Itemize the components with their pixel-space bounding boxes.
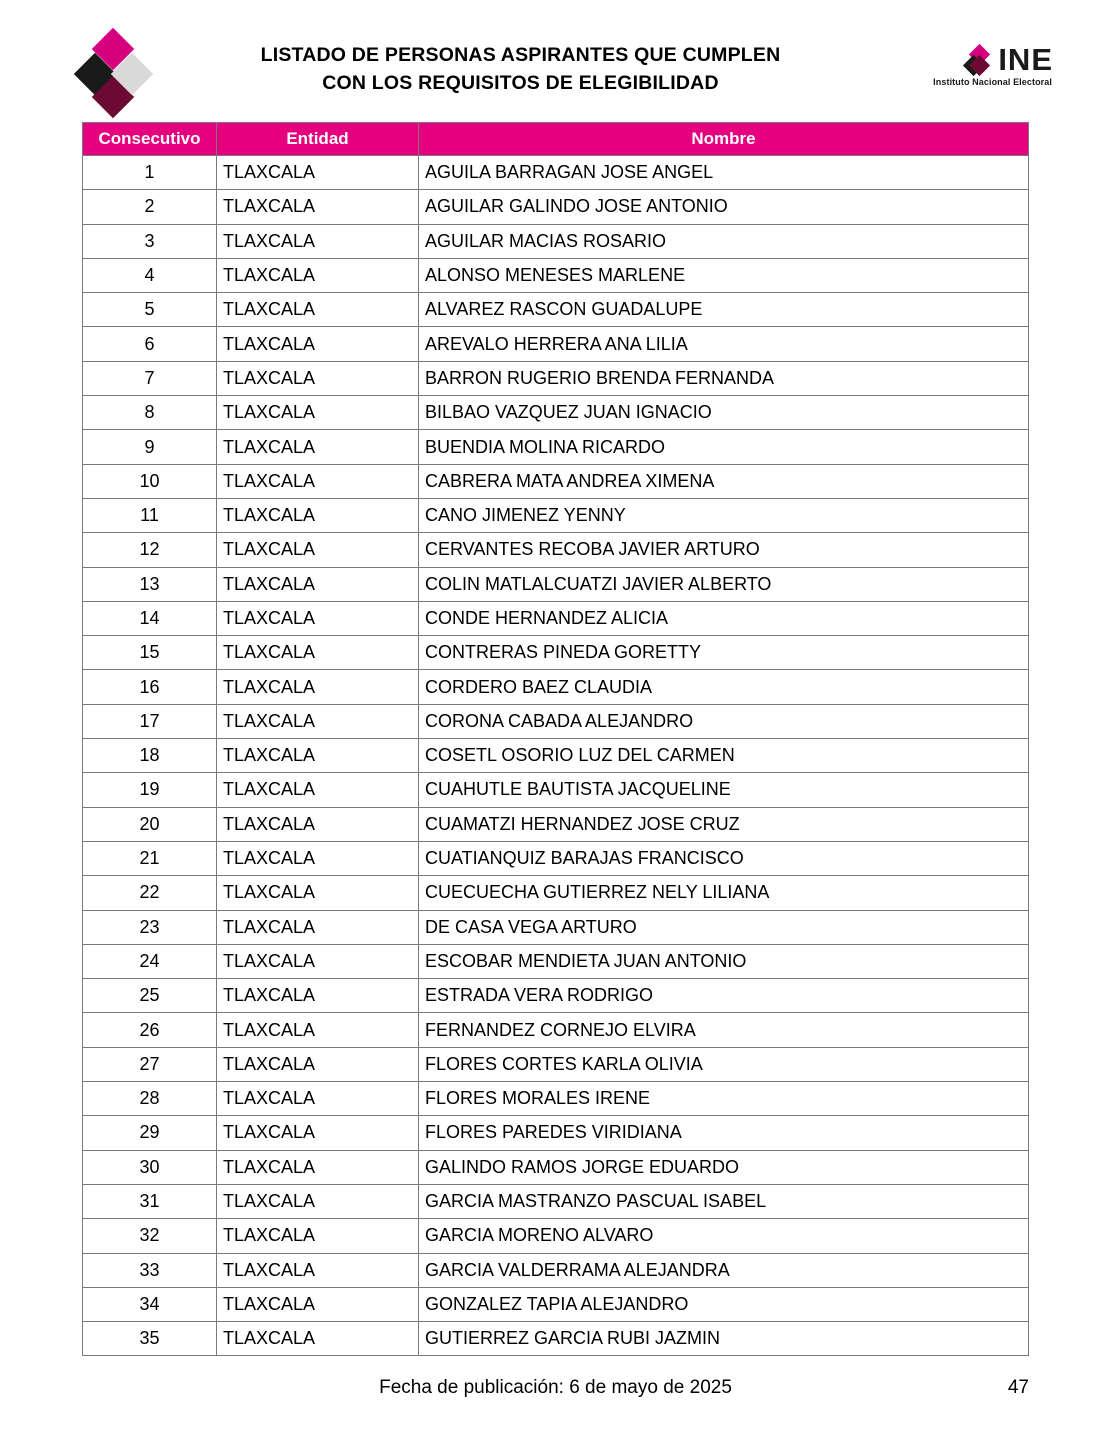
cell-entidad: TLAXCALA <box>217 396 419 430</box>
cell-consecutivo: 27 <box>83 1047 217 1081</box>
cell-consecutivo: 31 <box>83 1184 217 1218</box>
table-row <box>83 1150 1029 1184</box>
cell-consecutivo: 33 <box>83 1253 217 1287</box>
cell-consecutivo: 19 <box>83 773 217 807</box>
cell-nombre: BUENDIA MOLINA RICARDO <box>419 430 1029 464</box>
cell-entidad: TLAXCALA <box>217 773 419 807</box>
cell-consecutivo: 25 <box>83 979 217 1013</box>
cell-entidad: TLAXCALA <box>217 224 419 258</box>
cell-consecutivo: 5 <box>83 293 217 327</box>
cell-entidad: TLAXCALA <box>217 293 419 327</box>
cell-nombre: COLIN MATLALCUATZI JAVIER ALBERTO <box>419 567 1029 601</box>
table-row <box>83 396 1029 430</box>
cell-consecutivo: 26 <box>83 1013 217 1047</box>
cell-nombre: CANO JIMENEZ YENNY <box>419 498 1029 532</box>
table-row <box>83 533 1029 567</box>
cell-consecutivo: 6 <box>83 327 217 361</box>
table-row <box>83 327 1029 361</box>
cell-nombre: GONZALEZ TAPIA ALEJANDRO <box>419 1287 1029 1321</box>
table-row <box>83 361 1029 395</box>
institution-logo-icon <box>70 26 156 98</box>
cell-consecutivo: 2 <box>83 190 217 224</box>
cell-consecutivo: 15 <box>83 636 217 670</box>
cell-nombre: CUAHUTLE BAUTISTA JACQUELINE <box>419 773 1029 807</box>
table-row <box>83 430 1029 464</box>
cell-entidad: TLAXCALA <box>217 1013 419 1047</box>
table-row <box>83 156 1029 190</box>
table-row <box>83 498 1029 532</box>
cell-consecutivo: 24 <box>83 944 217 978</box>
table-body <box>83 156 1029 1356</box>
cell-consecutivo: 1 <box>83 156 217 190</box>
cell-entidad: TLAXCALA <box>217 1322 419 1356</box>
cell-consecutivo: 14 <box>83 601 217 635</box>
cell-nombre: COSETL OSORIO LUZ DEL CARMEN <box>419 739 1029 773</box>
cell-nombre: BARRON RUGERIO BRENDA FERNANDA <box>419 361 1029 395</box>
cell-entidad: TLAXCALA <box>217 327 419 361</box>
cell-nombre: ALONSO MENESES MARLENE <box>419 258 1029 292</box>
cell-nombre: CUATIANQUIZ BARAJAS FRANCISCO <box>419 841 1029 875</box>
cell-nombre: CORDERO BAEZ CLAUDIA <box>419 670 1029 704</box>
cell-consecutivo: 32 <box>83 1219 217 1253</box>
cell-entidad: TLAXCALA <box>217 910 419 944</box>
cell-entidad: TLAXCALA <box>217 704 419 738</box>
column-header-entidad: Entidad <box>217 123 419 156</box>
cell-nombre: GARCIA MASTRANZO PASCUAL ISABEL <box>419 1184 1029 1218</box>
cell-entidad: TLAXCALA <box>217 533 419 567</box>
cell-consecutivo: 11 <box>83 498 217 532</box>
cell-consecutivo: 9 <box>83 430 217 464</box>
cell-entidad: TLAXCALA <box>217 807 419 841</box>
cell-consecutivo: 21 <box>83 841 217 875</box>
cell-entidad: TLAXCALA <box>217 979 419 1013</box>
cell-consecutivo: 10 <box>83 464 217 498</box>
listado-table-container <box>0 108 1111 1356</box>
title-line-1: LISTADO DE PERSONAS ASPIRANTES QUE CUMPLEN <box>260 44 781 66</box>
cell-consecutivo: 17 <box>83 704 217 738</box>
cell-nombre: ALVAREZ RASCON GUADALUPE <box>419 293 1029 327</box>
publication-date: Fecha de publicación: 6 de mayo de 2025 <box>379 1377 732 1398</box>
column-header-nombre: Nombre <box>419 123 1029 156</box>
cell-nombre: CONDE HERNANDEZ ALICIA <box>419 601 1029 635</box>
cell-entidad: TLAXCALA <box>217 464 419 498</box>
cell-nombre: ESCOBAR MENDIETA JUAN ANTONIO <box>419 944 1029 978</box>
cell-entidad: TLAXCALA <box>217 1253 419 1287</box>
cell-nombre: AGUILAR GALINDO JOSE ANTONIO <box>419 190 1029 224</box>
cell-nombre: BILBAO VAZQUEZ JUAN IGNACIO <box>419 396 1029 430</box>
table-row <box>83 190 1029 224</box>
cell-nombre: FLORES MORALES IRENE <box>419 1082 1029 1116</box>
table-row <box>83 567 1029 601</box>
cell-consecutivo: 28 <box>83 1082 217 1116</box>
cell-entidad: TLAXCALA <box>217 361 419 395</box>
ine-diamond-icon <box>966 47 992 73</box>
column-header-consecutivo: Consecutivo <box>83 123 217 156</box>
cell-consecutivo: 12 <box>83 533 217 567</box>
cell-entidad: TLAXCALA <box>217 1116 419 1150</box>
table-row <box>83 1082 1029 1116</box>
cell-entidad: TLAXCALA <box>217 636 419 670</box>
cell-nombre: CUAMATZI HERNANDEZ JOSE CRUZ <box>419 807 1029 841</box>
cell-nombre: GARCIA VALDERRAMA ALEJANDRA <box>419 1253 1029 1287</box>
cell-consecutivo: 3 <box>83 224 217 258</box>
cell-consecutivo: 4 <box>83 258 217 292</box>
table-row <box>83 258 1029 292</box>
cell-consecutivo: 30 <box>83 1150 217 1184</box>
table-row <box>83 739 1029 773</box>
cell-consecutivo: 18 <box>83 739 217 773</box>
cell-nombre: GARCIA MORENO ALVARO <box>419 1219 1029 1253</box>
table-row <box>83 1322 1029 1356</box>
cell-entidad: TLAXCALA <box>217 1287 419 1321</box>
document-header <box>0 0 1111 108</box>
cell-entidad: TLAXCALA <box>217 944 419 978</box>
cell-nombre: CORONA CABADA ALEJANDRO <box>419 704 1029 738</box>
table-row <box>83 944 1029 978</box>
cell-entidad: TLAXCALA <box>217 190 419 224</box>
cell-consecutivo: 13 <box>83 567 217 601</box>
cell-entidad: TLAXCALA <box>217 1047 419 1081</box>
table-row <box>83 1047 1029 1081</box>
cell-nombre: FERNANDEZ CORNEJO ELVIRA <box>419 1013 1029 1047</box>
cell-entidad: TLAXCALA <box>217 739 419 773</box>
table-row <box>83 1219 1029 1253</box>
cell-entidad: TLAXCALA <box>217 841 419 875</box>
ine-logo <box>885 26 1053 87</box>
cell-nombre: AGUILA BARRAGAN JOSE ANGEL <box>419 156 1029 190</box>
cell-entidad: TLAXCALA <box>217 876 419 910</box>
cell-nombre: AREVALO HERRERA ANA LILIA <box>419 327 1029 361</box>
table-row <box>83 1184 1029 1218</box>
table-row <box>83 1287 1029 1321</box>
cell-consecutivo: 29 <box>83 1116 217 1150</box>
cell-entidad: TLAXCALA <box>217 601 419 635</box>
page-title <box>156 26 885 97</box>
cell-consecutivo: 23 <box>83 910 217 944</box>
cell-consecutivo: 22 <box>83 876 217 910</box>
cell-entidad: TLAXCALA <box>217 1150 419 1184</box>
cell-nombre: AGUILAR MACIAS ROSARIO <box>419 224 1029 258</box>
cell-entidad: TLAXCALA <box>217 1184 419 1218</box>
ine-subtitle: Instituto Nacional Electoral <box>933 77 1052 87</box>
cell-entidad: TLAXCALA <box>217 567 419 601</box>
cell-nombre: GALINDO RAMOS JORGE EDUARDO <box>419 1150 1029 1184</box>
cell-entidad: TLAXCALA <box>217 670 419 704</box>
table-row <box>83 773 1029 807</box>
table-row <box>83 807 1029 841</box>
table-header-row <box>83 123 1029 156</box>
table-row <box>83 841 1029 875</box>
cell-consecutivo: 8 <box>83 396 217 430</box>
cell-consecutivo: 35 <box>83 1322 217 1356</box>
cell-entidad: TLAXCALA <box>217 430 419 464</box>
table-row <box>83 1013 1029 1047</box>
document-footer <box>0 1377 1111 1399</box>
cell-entidad: TLAXCALA <box>217 258 419 292</box>
table-row <box>83 670 1029 704</box>
table-row <box>83 224 1029 258</box>
cell-nombre: DE CASA VEGA ARTURO <box>419 910 1029 944</box>
table-row <box>83 601 1029 635</box>
cell-nombre: FLORES PAREDES VIRIDIANA <box>419 1116 1029 1150</box>
cell-entidad: TLAXCALA <box>217 1082 419 1116</box>
table-row <box>83 293 1029 327</box>
title-line-2: CON LOS REQUISITOS DE ELEGIBILIDAD <box>322 71 719 94</box>
cell-consecutivo: 7 <box>83 361 217 395</box>
cell-entidad: TLAXCALA <box>217 156 419 190</box>
cell-nombre: ESTRADA VERA RODRIGO <box>419 979 1029 1013</box>
table-row <box>83 636 1029 670</box>
page-number: 47 <box>1007 1377 1029 1398</box>
cell-nombre: CUECUECHA GUTIERREZ NELY LILIANA <box>419 876 1029 910</box>
cell-entidad: TLAXCALA <box>217 498 419 532</box>
table-row <box>83 979 1029 1013</box>
cell-consecutivo: 34 <box>83 1287 217 1321</box>
cell-nombre: CONTRERAS PINEDA GORETTY <box>419 636 1029 670</box>
table-row <box>83 876 1029 910</box>
cell-consecutivo: 16 <box>83 670 217 704</box>
cell-nombre: CERVANTES RECOBA JAVIER ARTURO <box>419 533 1029 567</box>
cell-nombre: GUTIERREZ GARCIA RUBI JAZMIN <box>419 1322 1029 1356</box>
ine-wordmark: INE <box>998 42 1053 77</box>
table-row <box>83 910 1029 944</box>
cell-consecutivo: 20 <box>83 807 217 841</box>
table-row <box>83 1253 1029 1287</box>
cell-nombre: FLORES CORTES KARLA OLIVIA <box>419 1047 1029 1081</box>
table-row <box>83 464 1029 498</box>
table-row <box>83 704 1029 738</box>
listado-table <box>82 122 1029 1356</box>
cell-entidad: TLAXCALA <box>217 1219 419 1253</box>
cell-nombre: CABRERA MATA ANDREA XIMENA <box>419 464 1029 498</box>
table-row <box>83 1116 1029 1150</box>
